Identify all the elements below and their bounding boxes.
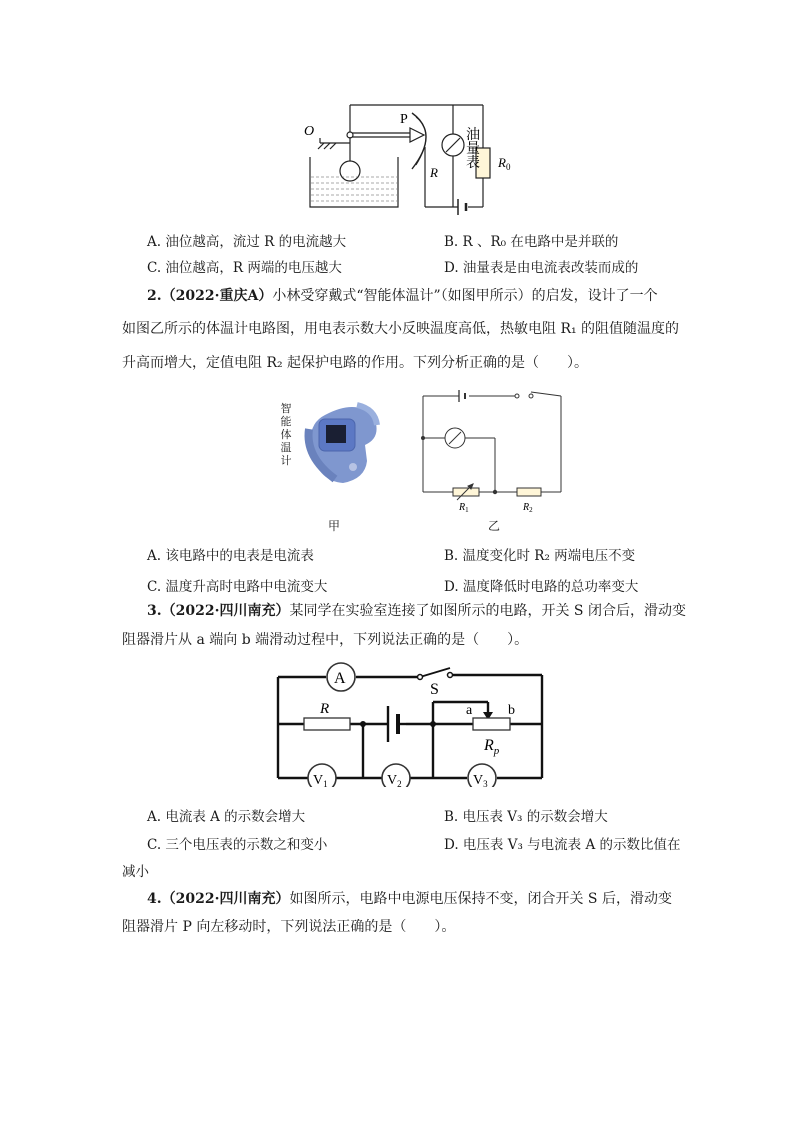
q3-option-c[interactable]: C. 三个电压表的示数之和变小: [147, 837, 328, 853]
q2-line-3: 升高而增大，定值电阻 R₂ 起保护电路的作用。下列分析正确的是（ ）。: [122, 355, 589, 371]
q2-head: 2.（2022·重庆A）: [147, 288, 273, 304]
q3-line-2: 阻器滑片从 a 端向 b 端滑动过程中，下列说法正确的是（ ）。: [122, 632, 529, 648]
oil-gauge-circuit-figure: [300, 95, 530, 215]
thermometer-circuit-figure: [415, 388, 575, 518]
label-r2: $R_2$: [523, 502, 533, 514]
q3-head: 3.（2022·四川南充）: [147, 603, 290, 619]
label-p: P: [400, 112, 408, 127]
q1-option-d[interactable]: D. 油量表是由电流表改装而成的: [444, 260, 639, 276]
q2-option-b[interactable]: B. 温度变化时 R₂ 两端电压不变: [444, 548, 636, 564]
rheostat-label: $R_p$: [484, 737, 500, 757]
q2-option-c[interactable]: C. 温度升高时电路中电流变大: [147, 579, 328, 595]
meter-char-3: 表: [466, 156, 480, 171]
device-label-char: 智: [280, 402, 292, 415]
q2-line-1: [147, 286, 658, 306]
q2-text-1: 小林受穿戴式“智能体温计”（如图甲所示）的启发，设计了一个: [272, 288, 658, 304]
switch-label: S: [430, 681, 439, 698]
q1-option-b[interactable]: B. R 、R₀ 在电路中是并联的: [444, 234, 619, 250]
q2-option-d[interactable]: D. 温度降低时电路的总功率变大: [444, 579, 639, 595]
q3-text-1: 某同学在实验室连接了如图所示的电路，开关 S 闭合后，滑动变: [289, 603, 686, 619]
q3-line-1: [147, 601, 686, 621]
v1-label: $V_1$: [313, 773, 328, 787]
q2-option-a[interactable]: A. 该电路中的电表是电流表: [147, 548, 314, 564]
rheostat-circuit-figure: [270, 662, 550, 787]
ammeter-label: A: [334, 670, 346, 687]
q3-option-b[interactable]: B. 电压表 V₃ 的示数会增大: [444, 809, 608, 825]
q3-option-d-continued: 减小: [122, 864, 149, 880]
label-r: R: [430, 165, 438, 180]
meter-char-2: 量: [466, 142, 480, 157]
device-label-vertical: [279, 402, 293, 467]
q4-head: 4.（2022·四川南充）: [147, 891, 290, 907]
v2-label: $V_2$: [387, 773, 402, 787]
caption-jia: 甲: [328, 519, 341, 533]
end-b-label: b: [508, 703, 515, 718]
label-r0: $R_0$: [498, 155, 511, 172]
resistor-r-label: R: [320, 701, 330, 717]
q4-text-1: 如图所示，电路中电源电压保持不变，闭合开关 S 后，滑动变: [289, 891, 672, 907]
q2-line-2: 如图乙所示的体温计电路图，用电表示数大小反映温度高低，热敏电阻 R₁ 的阻值随温度的: [122, 321, 680, 337]
device-label-char: 计: [280, 454, 292, 467]
q4-line-1: [147, 889, 672, 909]
caption-yi: 乙: [488, 519, 501, 533]
label-r1: $R_1$: [459, 502, 469, 514]
label-o: O: [304, 124, 315, 139]
q3-option-a[interactable]: A. 电流表 A 的示数会增大: [147, 809, 306, 825]
device-label-char: 体: [280, 428, 292, 441]
device-label-char: 能: [280, 415, 292, 428]
q1-option-c[interactable]: C. 油位越高，R 两端的电压越大: [147, 260, 342, 276]
q4-line-2: 阻器滑片 P 向左移动时，下列说法正确的是（ ）。: [122, 919, 456, 935]
v3-label: $V_3$: [473, 773, 488, 787]
end-a-label: a: [466, 703, 473, 718]
smart-thermometer-photo: [295, 395, 385, 490]
device-label-char: 温: [280, 441, 292, 454]
q1-option-a[interactable]: A. 油位越高，流过 R 的电流越大: [147, 234, 347, 250]
meter-char-1: 油: [466, 128, 480, 143]
q3-option-d[interactable]: D. 电压表 V₃ 与电流表 A 的示数比值在: [444, 837, 681, 853]
